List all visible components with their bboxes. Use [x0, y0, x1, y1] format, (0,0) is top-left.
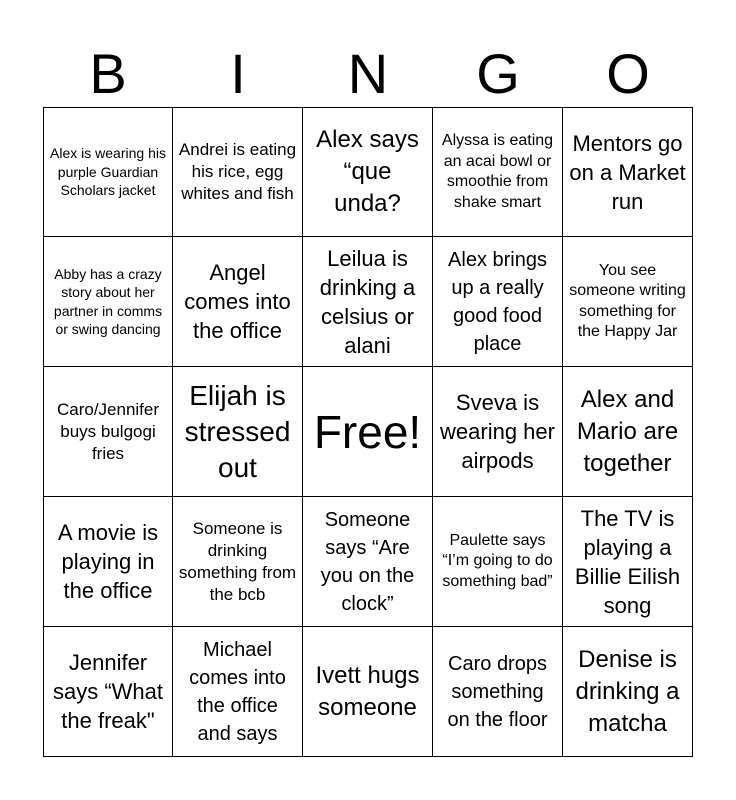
bingo-cell[interactable]: [433, 107, 563, 237]
bingo-cell[interactable]: [303, 107, 433, 237]
bingo-cell[interactable]: [433, 237, 563, 367]
bingo-cell[interactable]: [43, 107, 173, 237]
bingo-cell[interactable]: [433, 367, 563, 497]
free-space[interactable]: [303, 367, 433, 497]
bingo-cell[interactable]: [303, 237, 433, 367]
header-letter-n: N: [347, 42, 389, 105]
cell-text: Ivett hugs someone: [315, 661, 420, 721]
bingo-cell[interactable]: [173, 237, 303, 367]
cell-text: Angel comes into the office: [184, 260, 291, 343]
cell-text: Andrei is eating his rice, egg whites and fish: [178, 140, 297, 203]
bingo-cell[interactable]: [173, 107, 303, 237]
cell-text: Alex brings up a really good food place: [448, 248, 547, 355]
header-letter-o: O: [606, 42, 650, 105]
header-letter-i: I: [230, 42, 246, 105]
bingo-cell[interactable]: [43, 497, 173, 627]
header-letter-g: G: [476, 42, 520, 105]
cell-text: You see someone writing something for the Happy Jar: [569, 261, 686, 340]
cell-text: Leilua is drinking a celsius or alani: [319, 245, 416, 358]
bingo-cell[interactable]: [43, 367, 173, 497]
cell-text: The TV is playing a Billie Eilish song: [574, 505, 681, 618]
bingo-cell[interactable]: [173, 627, 303, 757]
cell-text: Someone says “Are you on the clock”: [320, 508, 415, 615]
cell-text: Alyssa is eating an acai bowl or smoothie from shake smart: [441, 132, 554, 211]
cell-text: Denise is drinking a matcha: [575, 645, 680, 737]
bingo-cell[interactable]: [433, 627, 563, 757]
bingo-cell[interactable]: [563, 107, 693, 237]
cell-text: Elijah is stressed out: [184, 379, 291, 483]
bingo-cell[interactable]: [303, 497, 433, 627]
cell-text: Caro/Jennifer buys bulgogi fries: [56, 399, 160, 463]
cell-text: Caro drops something on the floor: [447, 652, 548, 731]
bingo-cell[interactable]: [173, 497, 303, 627]
cell-text: Alex is wearing his purple Guardian Scholars jacket: [50, 145, 166, 199]
bingo-cell[interactable]: [563, 367, 693, 497]
bingo-cell[interactable]: [303, 627, 433, 757]
cell-text: Alex and Mario are together: [576, 385, 679, 477]
bingo-cell[interactable]: [173, 367, 303, 497]
cell-text: Mentors go on a Market run: [569, 130, 686, 214]
bingo-cell[interactable]: [563, 627, 693, 757]
cell-text: Jennifer says “What the freak": [52, 650, 164, 733]
bingo-board: [43, 107, 693, 757]
bingo-cell[interactable]: [563, 237, 693, 367]
free-space-text: Free!: [313, 405, 422, 458]
cell-text: Michael comes into the office and says: [189, 638, 286, 745]
cell-text: A movie is playing in the office: [57, 520, 159, 603]
cell-text: Someone is drinking something from the bcb: [178, 518, 297, 604]
cell-text: Sveva is wearing her airpods: [440, 390, 555, 473]
bingo-cell[interactable]: [563, 497, 693, 627]
bingo-cell[interactable]: [43, 237, 173, 367]
header-letter-b: B: [89, 42, 127, 105]
bingo-cell[interactable]: [433, 497, 563, 627]
cell-text: Paulette says “I’m going to do something bad”: [442, 531, 553, 590]
cell-text: Alex says “que unda?: [316, 126, 419, 217]
bingo-cell[interactable]: [43, 627, 173, 757]
cell-text: Abby has a crazy story about her partner in comms or swing dancing: [53, 265, 163, 337]
bingo-header: [43, 40, 693, 108]
